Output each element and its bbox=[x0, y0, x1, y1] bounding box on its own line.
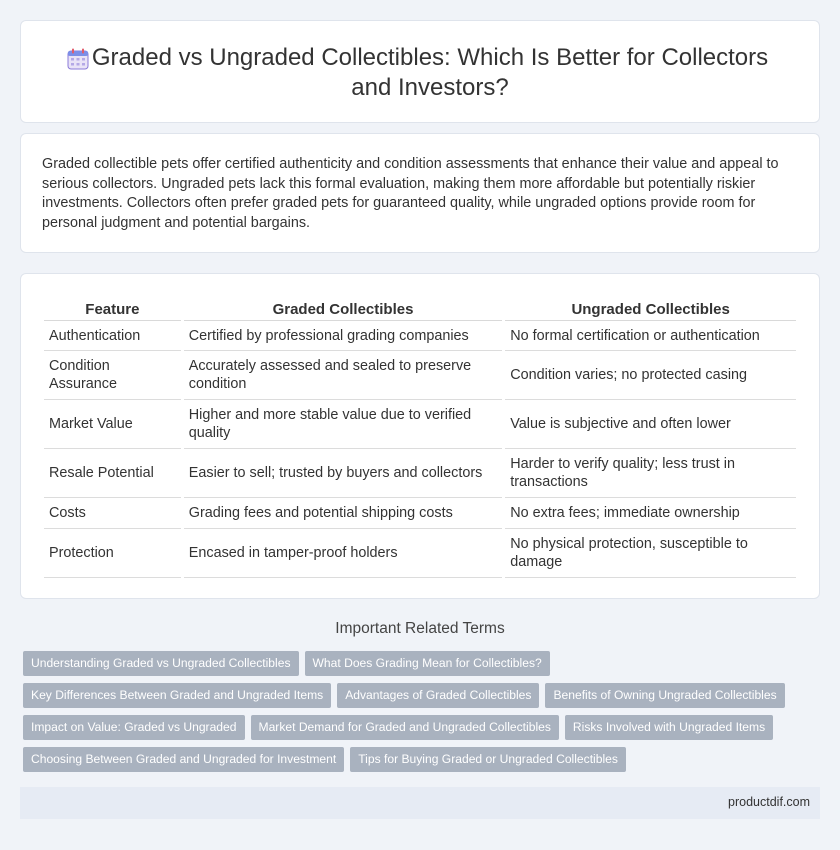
graded-cell: Grading fees and potential shipping costs bbox=[184, 498, 502, 529]
related-term-link[interactable]: Advantages of Graded Collectibles bbox=[337, 683, 539, 708]
tag-row bbox=[23, 747, 803, 779]
table-row bbox=[44, 351, 796, 400]
footer-site-link[interactable]: productdif.com bbox=[728, 795, 810, 809]
feature-cell: Authentication bbox=[44, 321, 181, 351]
header-graded: Graded Collectibles bbox=[184, 295, 502, 321]
related-term-link[interactable]: Market Demand for Graded and Ungraded Collectibles bbox=[251, 715, 559, 740]
table-row bbox=[44, 498, 796, 529]
related-term-link[interactable]: What Does Grading Mean for Collectibles? bbox=[305, 651, 550, 676]
header-feature: Feature bbox=[44, 295, 181, 321]
title-card bbox=[20, 20, 820, 123]
feature-cell: Market Value bbox=[44, 400, 181, 449]
graded-cell: Easier to sell; trusted by buyers and collectors bbox=[184, 449, 502, 498]
feature-cell: Protection bbox=[44, 529, 181, 578]
table-row bbox=[44, 400, 796, 449]
ungraded-cell: Value is subjective and often lower bbox=[505, 400, 796, 449]
ungraded-cell: No formal certification or authentication bbox=[505, 321, 796, 351]
footer bbox=[20, 787, 820, 819]
related-term-link[interactable]: Key Differences Between Graded and Ungraded Items bbox=[23, 683, 331, 708]
tag-row bbox=[23, 683, 803, 715]
table-row bbox=[44, 321, 796, 351]
related-term-link[interactable]: Tips for Buying Graded or Ungraded Collectibles bbox=[350, 747, 626, 772]
related-term-link[interactable]: Risks Involved with Ungraded Items bbox=[565, 715, 773, 740]
graded-cell: Accurately assessed and sealed to preserve condition bbox=[184, 351, 502, 400]
related-terms-list bbox=[23, 651, 803, 779]
tag-row bbox=[23, 651, 803, 683]
tag-row bbox=[23, 715, 803, 747]
related-term-link[interactable]: Choosing Between Graded and Ungraded for Investment bbox=[23, 747, 344, 772]
ungraded-cell: No extra fees; immediate ownership bbox=[505, 498, 796, 529]
table-header-row bbox=[44, 295, 796, 321]
ungraded-cell: Condition varies; no protected casing bbox=[505, 351, 796, 400]
feature-cell: Costs bbox=[44, 498, 181, 529]
table-row bbox=[44, 449, 796, 498]
intro-paragraph: Graded collectible pets offer certified authenticity and condition assessments that enhance their value and appeal to serious collectors. Ungraded pets lack this formal evaluation, making them more affordable but potentially riskier investments. Collectors often prefer graded pets for guaranteed quality, while ungraded options provide room for personal judgment and potential bargains. bbox=[42, 156, 779, 231]
graded-cell: Certified by professional grading companies bbox=[184, 321, 502, 351]
page-title: Graded vs Ungraded Collectibles: Which Is Better for Collectors and Investors? bbox=[91, 44, 769, 101]
table-row bbox=[44, 529, 796, 578]
header-ungraded: Ungraded Collectibles bbox=[505, 295, 796, 321]
feature-cell: Resale Potential bbox=[44, 449, 181, 498]
graded-cell: Encased in tamper-proof holders bbox=[184, 529, 502, 578]
related-term-link[interactable]: Understanding Graded vs Ungraded Collectibles bbox=[23, 651, 299, 676]
related-term-link[interactable]: Impact on Value: Graded vs Ungraded bbox=[23, 715, 245, 740]
ungraded-cell: No physical protection, susceptible to damage bbox=[505, 529, 796, 578]
ungraded-cell: Harder to verify quality; less trust in transactions bbox=[505, 449, 796, 498]
related-terms-heading: Important Related Terms bbox=[335, 620, 505, 637]
intro-card bbox=[20, 133, 820, 253]
graded-cell: Higher and more stable value due to verified quality bbox=[184, 400, 502, 449]
comparison-table bbox=[41, 295, 799, 578]
comparison-card bbox=[20, 273, 820, 599]
related-term-link[interactable]: Benefits of Owning Ungraded Collectibles bbox=[545, 683, 784, 708]
feature-cell: Condition Assurance bbox=[44, 351, 181, 400]
